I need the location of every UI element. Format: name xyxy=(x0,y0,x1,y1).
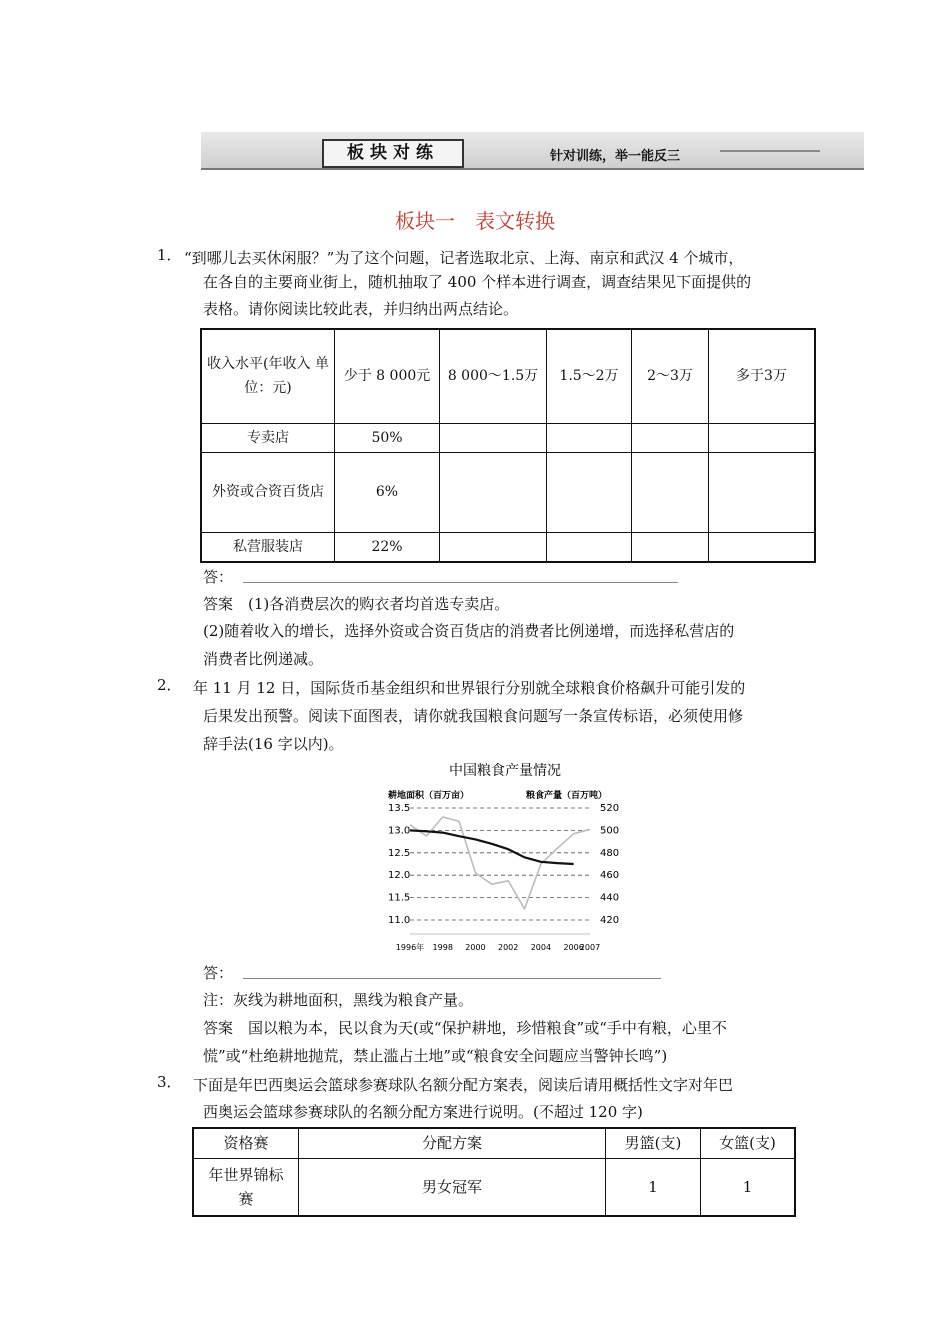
left-axis-label: 耕地面积（百万亩） xyxy=(388,791,470,801)
q2-solution-2: 慌”或“杜绝耕地抛荒，禁止滥占土地”或“粮食安全问题应当警钟长鸣”) xyxy=(203,1047,668,1065)
table-cell xyxy=(632,423,709,452)
banner-subtitle: 针对训练，举一能反三 xyxy=(550,149,681,164)
table-cell: 男女冠军 xyxy=(299,1158,606,1216)
x-tick-label: 2002 xyxy=(498,943,519,952)
table-cell: 2～3万 xyxy=(632,329,709,423)
table-row xyxy=(193,1128,795,1158)
left-tick-label: 12.5 xyxy=(388,847,411,859)
table-row xyxy=(193,1158,795,1216)
page-title: 板块一 表文转换 xyxy=(395,209,555,233)
table-cell xyxy=(709,423,816,452)
table-cell xyxy=(547,452,632,532)
q2-line-3: 辞手法(16 字以内)。 xyxy=(203,735,344,753)
table-cell: 22% xyxy=(335,532,440,562)
q2-solution-1: 答案 国以粮为本，民以食为天(或“保护耕地，珍惜粮食”或“手中有粮，心里不 xyxy=(203,1019,727,1037)
table-cell: 收入水平(年收入 单位：元) xyxy=(201,329,335,423)
table-cell xyxy=(547,532,632,562)
left-tick-label: 11.0 xyxy=(388,915,411,926)
x-tick-label: 1996年 xyxy=(395,943,425,952)
banner-label: 板块对练 xyxy=(322,139,464,168)
q1-table xyxy=(200,328,816,563)
table-cell xyxy=(440,532,547,562)
right-tick-label: 460 xyxy=(600,870,620,882)
table-cell: 分配方案 xyxy=(299,1128,606,1158)
left-tick-label: 11.5 xyxy=(388,892,411,904)
x-tick-label: 2000 xyxy=(465,943,486,952)
q3-number: 3． xyxy=(157,1073,182,1091)
table-row xyxy=(201,423,815,452)
table-cell: 资格赛 xyxy=(193,1128,299,1158)
table-cell xyxy=(632,452,709,532)
q1-line-3: 表格。请你阅读比较此表，并归纳出两点结论。 xyxy=(203,300,519,318)
table-cell: 1 xyxy=(701,1158,796,1216)
table-cell: 专卖店 xyxy=(201,423,335,452)
q1-solution-1: 答案 (1)各消费层次的购衣者均首选专卖店。 xyxy=(203,595,510,613)
left-tick-label: 12.0 xyxy=(388,870,411,882)
right-axis-label: 粮食产量（百万吨） xyxy=(526,791,608,801)
q3-line-2: 西奥运会篮球参赛球队的名额分配方案进行说明。(不超过 120 字) xyxy=(203,1103,643,1121)
right-tick-label: 440 xyxy=(600,892,620,904)
table-cell: 少于 8 000元 xyxy=(335,329,440,423)
x-tick-label: 2004 xyxy=(530,943,552,952)
table-cell: 1 xyxy=(606,1158,701,1216)
q2-answer-label: 答： xyxy=(203,964,234,982)
table-cell: 男篮(支) xyxy=(606,1128,701,1158)
table-cell xyxy=(440,423,547,452)
chart-title: 中国粮食产量情况 xyxy=(449,763,561,779)
right-tick-label: 500 xyxy=(600,825,620,837)
q1-answer-line xyxy=(243,582,678,583)
table-cell: 50% xyxy=(335,423,440,452)
q2-line-2: 后果发出预警。阅读下面图表，请你就我国粮食问题写一条宣传标语，必须使用修 xyxy=(203,707,744,725)
table-cell: 女篮(支) xyxy=(701,1128,796,1158)
right-tick-label: 480 xyxy=(600,847,620,859)
table-cell xyxy=(440,452,547,532)
table-cell: 私营服装店 xyxy=(201,532,335,562)
table-cell: 1.5～2万 xyxy=(547,329,632,423)
q2-note: 注：灰线为耕地面积，黑线为粮食产量。 xyxy=(203,991,474,1009)
right-tick-label: 520 xyxy=(600,803,620,814)
left-tick-label: 13.5 xyxy=(388,803,411,814)
left-tick-label: 13.0 xyxy=(388,825,411,837)
q1-answer-label: 答： xyxy=(203,568,234,586)
x-tick-label: 1998 xyxy=(432,943,453,952)
q1-solution-3: 消费者比例递减。 xyxy=(203,650,324,668)
table-cell: 年世界锦标赛 xyxy=(193,1158,299,1216)
table-cell: 8 000～1.5万 xyxy=(440,329,547,423)
table-cell: 多于3万 xyxy=(709,329,816,423)
arable-land-line xyxy=(410,830,574,864)
q2-answer-line xyxy=(243,978,661,979)
table-cell xyxy=(547,423,632,452)
table-cell: 外资或合资百货店 xyxy=(201,452,335,532)
q1-line-2: 在各自的主要商业街上，随机抽取了 400 个样本进行调查，调查结果见下面提供的 xyxy=(203,273,752,291)
q1-line-1: “到哪儿去买休闲服？”为了这个问题，记者选取北京、上海、南京和武汉 4 个城市， xyxy=(184,249,744,267)
grain-chart xyxy=(380,758,640,958)
q2-line-1: 年 11 月 12 日，国际货币基金组织和世界银行分别就全球粮食价格飙升可能引发的 xyxy=(193,679,746,697)
q2-number: 2． xyxy=(157,676,182,694)
table-cell xyxy=(632,532,709,562)
banner-rule xyxy=(720,150,820,152)
table-row xyxy=(201,452,815,532)
right-tick-label: 420 xyxy=(600,915,620,926)
table-row xyxy=(201,329,815,423)
table-cell xyxy=(709,452,816,532)
table-row xyxy=(201,532,815,562)
q3-table xyxy=(192,1127,796,1217)
q1-number: 1． xyxy=(157,246,182,264)
q3-line-1: 下面是年巴西奥运会篮球参赛球队名额分配方案表，阅读后请用概括性文字对年巴 xyxy=(193,1076,734,1094)
q1-solution-2: (2)随着收入的增长，选择外资或合资百货店的消费者比例递增，而选择私营店的 xyxy=(203,622,735,640)
table-cell xyxy=(709,532,816,562)
table-cell: 6% xyxy=(335,452,440,532)
x-tick-label: 2006 xyxy=(563,943,584,952)
x-tick-label: 2007 xyxy=(579,943,601,952)
